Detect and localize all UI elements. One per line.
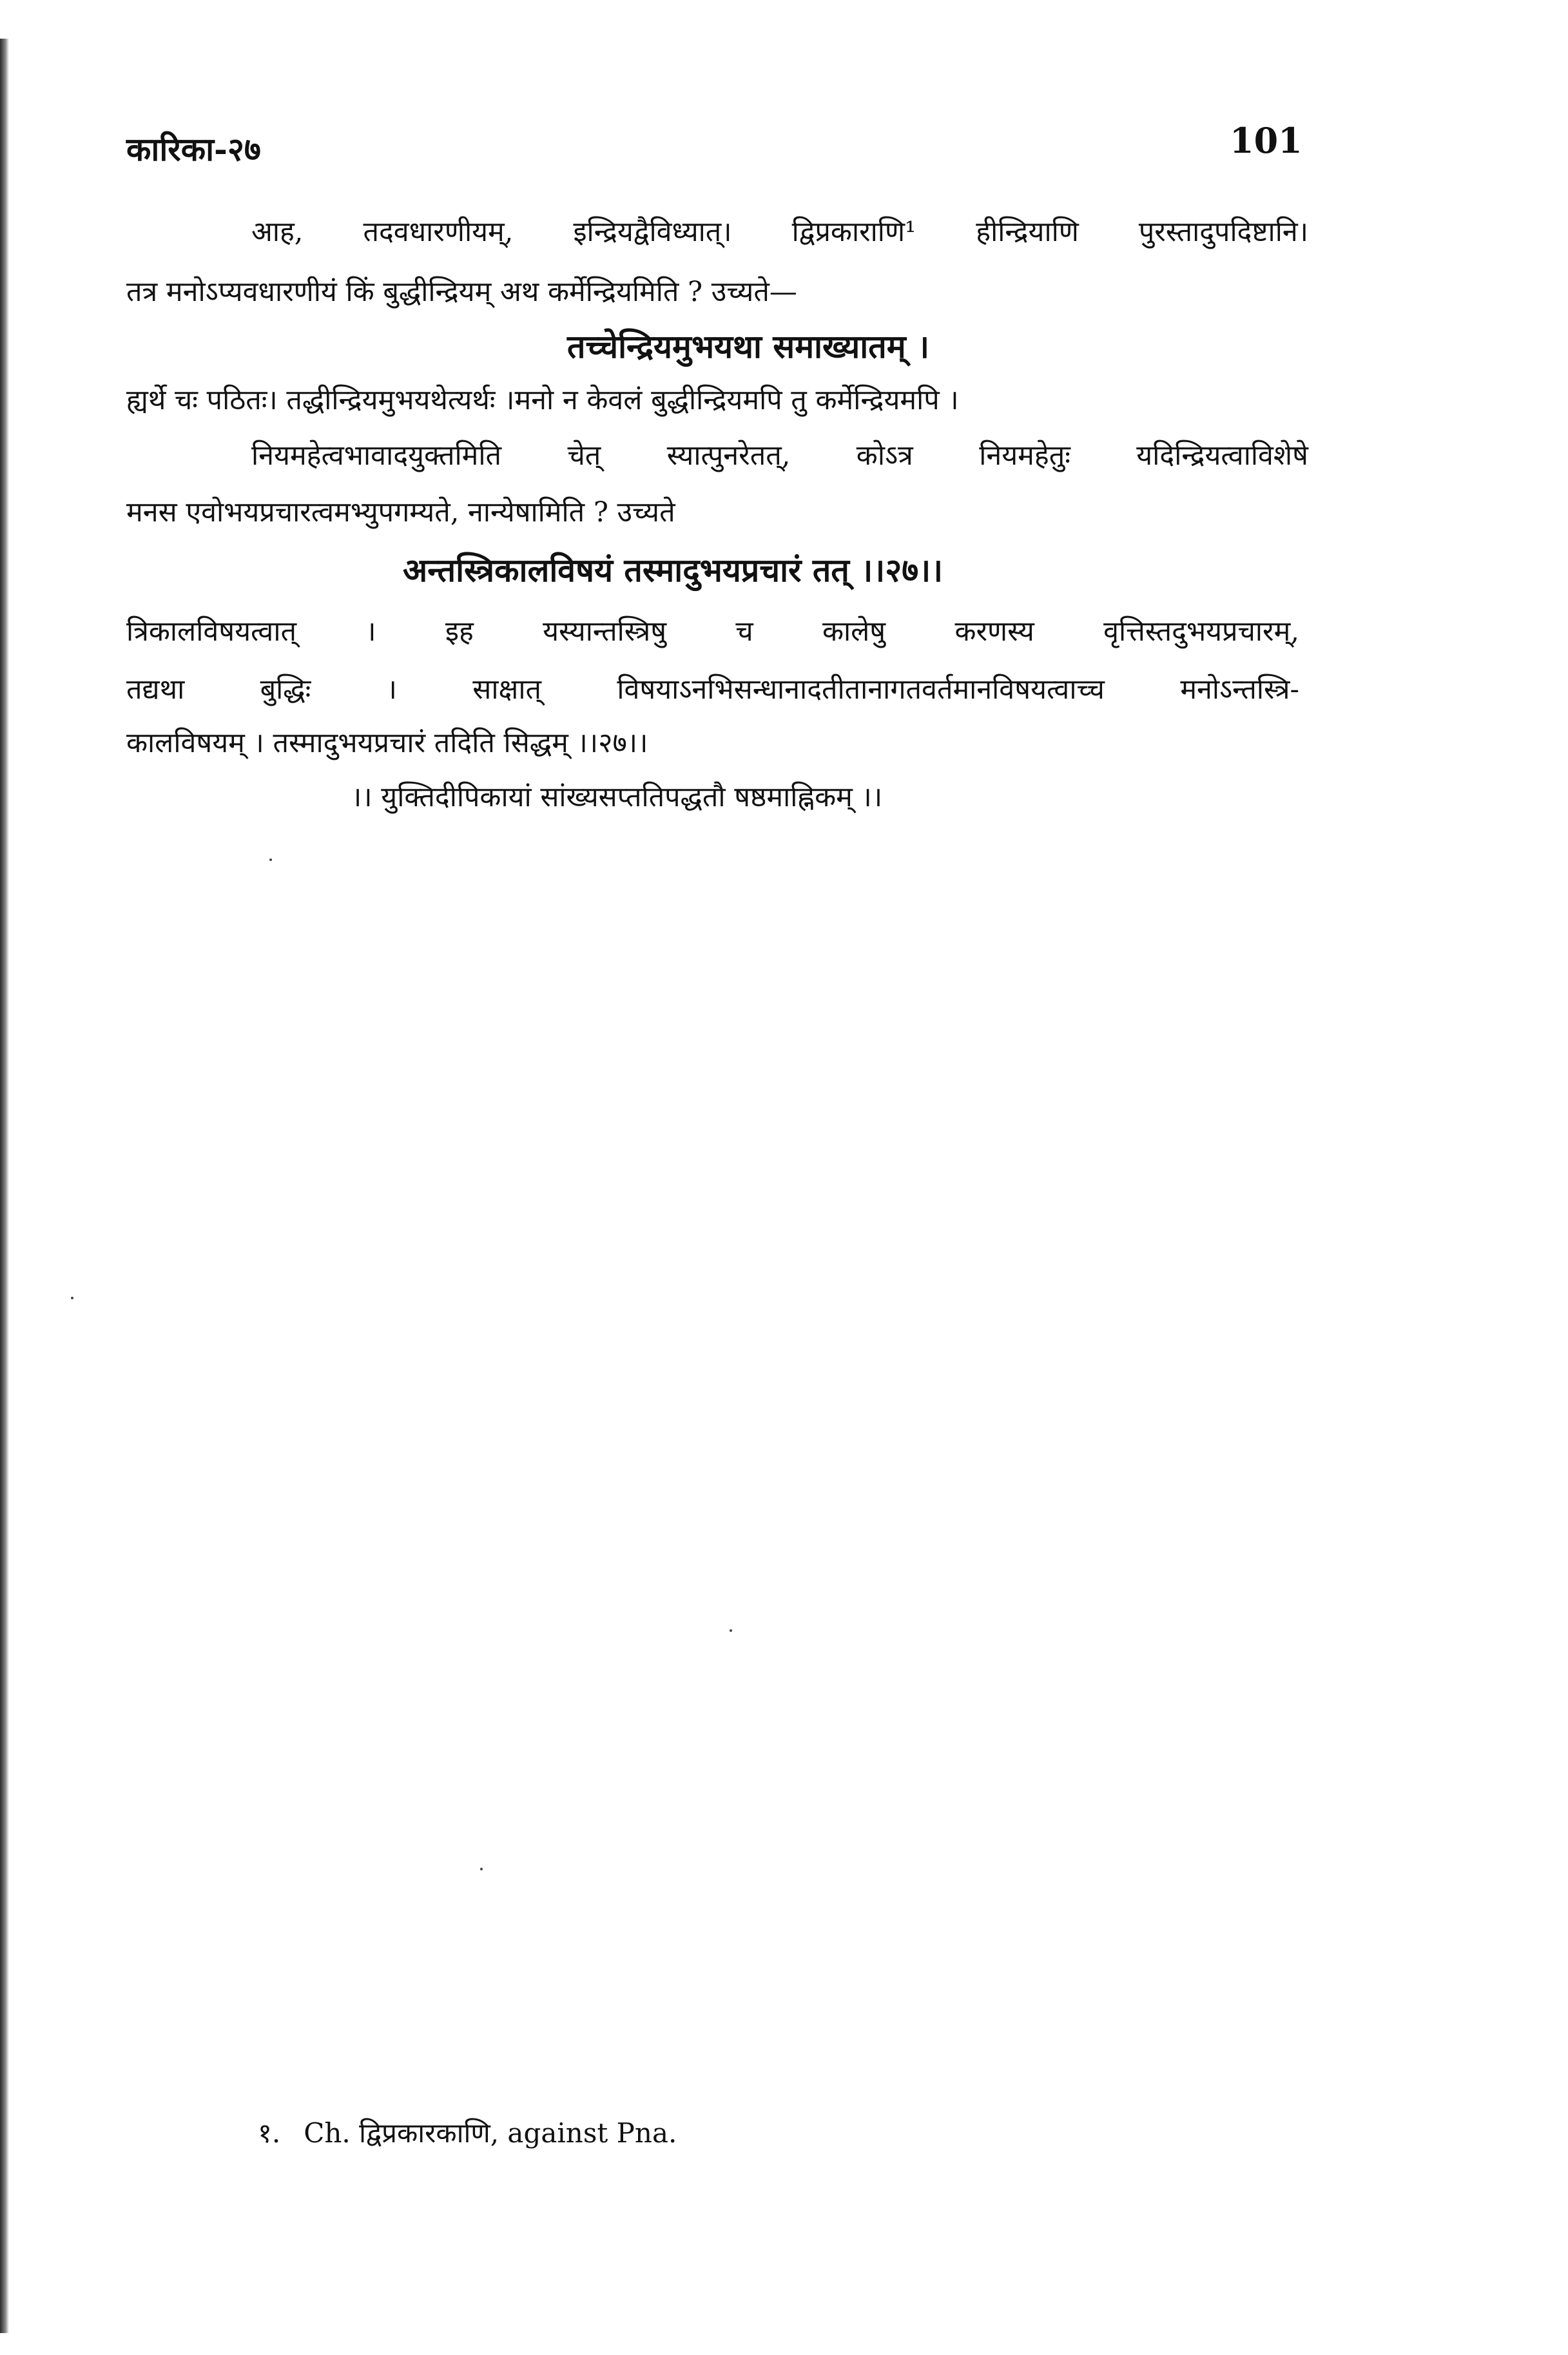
body-line-5: मनस एवोभयप्रचारत्वमभ्युपगम्यते, नान्येषामिति ? उच्यते: [126, 496, 675, 528]
scan-speck: [480, 1868, 483, 1870]
body-line-6: त्रिकालविषयत्वात् । इह यस्यान्तस्त्रिषु च कालेषु करणस्य वृत्तिस्तदुभयप्रचारम्,: [126, 615, 1299, 648]
body-line-3: ह्यर्थे चः पठितः। तद्धीन्द्रियमुभयथेत्यर्थः ।मनो न केवलं बुद्धीन्द्रियमपि तु कर्मेन्द्रियमपि ।: [126, 384, 959, 416]
body-line-7: तद्यथा बुद्धिः । साक्षात् विषयाऽनभिसन्धानादतीतानागतवर्तमानविषयत्वाच्च मनोऽन्तस्त्रि-: [126, 674, 1299, 706]
running-title: कारिका-२७: [126, 130, 261, 168]
footnote: [258, 2114, 677, 2151]
footnote-text: Ch. द्विप्रकारकाणि, against Pna.: [304, 2117, 677, 2149]
scan-edge-shadow: [0, 39, 9, 2333]
scan-speck: [730, 1629, 732, 1632]
karika-verse-line-2: अन्तस्त्रिकालविषयं तस्मादुभयप्रचारं तत् ।।२७।।: [403, 551, 944, 589]
karika-verse-line-1: तच्चेन्द्रियमुभयथा समाख्यातम् ।: [567, 327, 930, 365]
body-line-2: तत्र मनोऽप्यवधारणीयं किं बुद्धीन्द्रियम् अथ कर्मेन्द्रियमिति ? उच्यते—: [126, 276, 797, 308]
footnote-number: १.: [258, 2117, 281, 2149]
body-line-1: आह, तदवधारणीयम्, इन्द्रियद्वैविध्यात्। द्विप्रकाराणि¹ हीन्द्रियाणि पुरस्तादुपदिष्टानि।: [251, 216, 1308, 248]
body-line-4: नियमहेत्वभावादयुक्तमिति चेत् स्यात्पुनरेतत्, कोऽत्र नियमहेतुः यदिन्द्रियत्वाविशेषे: [251, 440, 1308, 472]
chapter-colophon: ।। युक्तिदीपिकायां सांख्यसप्ततिपद्धतौ षष्ठमाह्निकम् ।।: [351, 781, 883, 813]
scan-speck: [71, 1297, 73, 1299]
page-number: 101: [1230, 120, 1302, 161]
body-line-8: कालविषयम् । तस्मादुभयप्रचारं तदिति सिद्धम् ।।२७।।: [126, 727, 648, 759]
scan-speck: [269, 858, 272, 861]
